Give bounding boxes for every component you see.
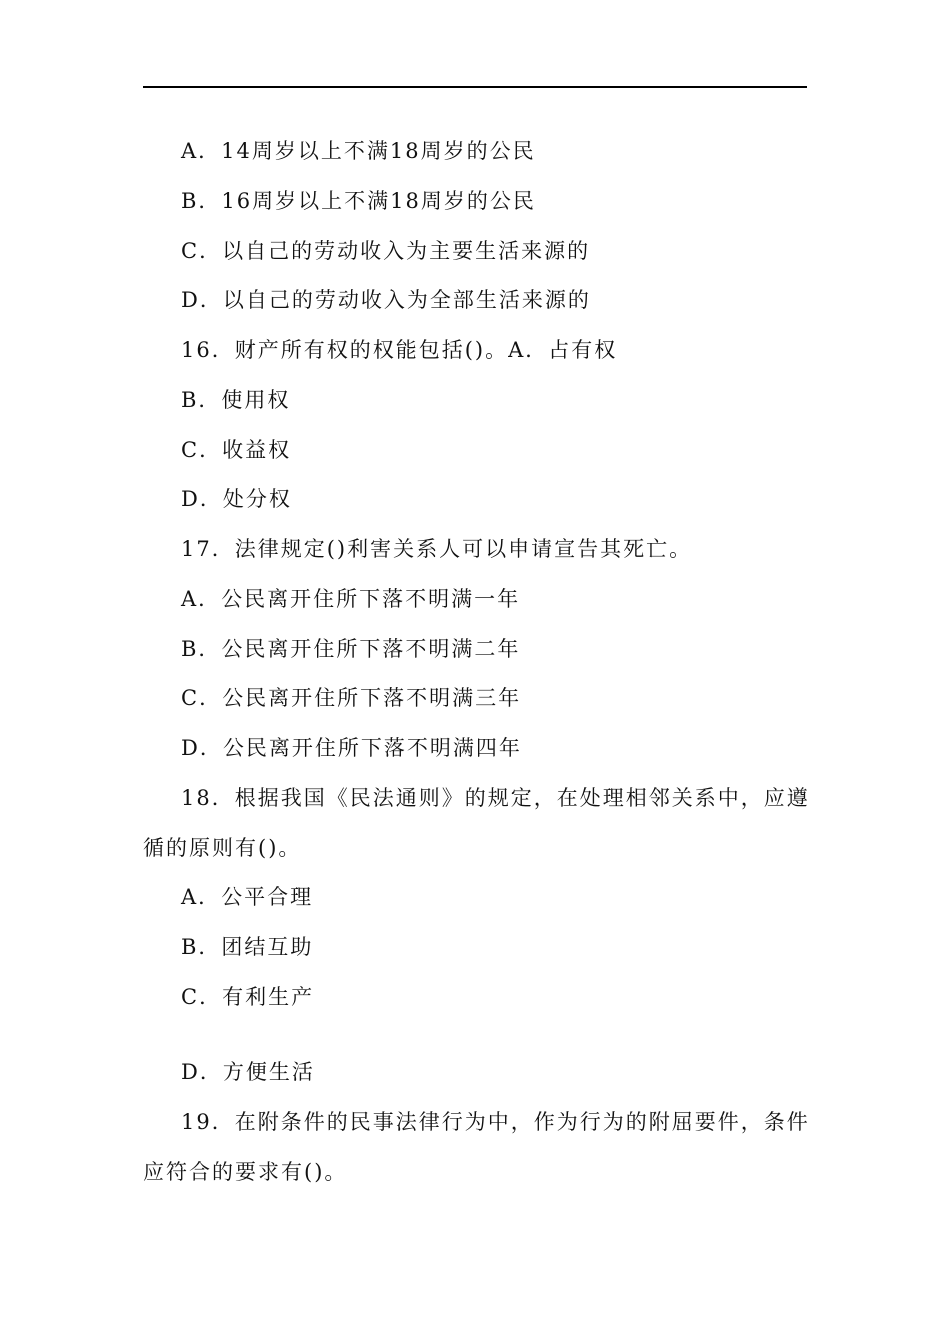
q18-option-b: B．团结互助 bbox=[181, 935, 314, 959]
q18-option-d: D．方便生活 bbox=[181, 1060, 315, 1084]
question-16: 16．财产所有权的权能包括()。A．占有权 bbox=[181, 338, 618, 362]
q17-option-d: D．公民离开住所下落不明满四年 bbox=[181, 736, 522, 760]
q17-option-a: A．公民离开住所下落不明满一年 bbox=[181, 587, 521, 611]
q16-option-b: B．使用权 bbox=[181, 388, 291, 412]
q18-option-c: C．有利生产 bbox=[181, 985, 315, 1009]
q16-option-d: D．处分权 bbox=[181, 487, 292, 511]
q15-option-d: D．以自己的劳动收入为全部生活来源的 bbox=[181, 288, 591, 312]
q15-option-b: B．16周岁以上不满18周岁的公民 bbox=[181, 189, 536, 213]
q16-option-c: C．收益权 bbox=[181, 438, 292, 462]
q15-option-a: A．14周岁以上不满18周岁的公民 bbox=[181, 139, 536, 163]
question-18: 18．根据我国《民法通则》的规定，在处理相邻关系中，应遵 bbox=[181, 786, 810, 810]
q18-option-a: A．公平合理 bbox=[181, 885, 314, 909]
question-17: 17．法律规定()利害关系人可以申请宣告其死亡。 bbox=[181, 537, 693, 561]
question-18-continued: 循的原则有()。 bbox=[143, 836, 302, 860]
q17-option-b: B．公民离开住所下落不明满二年 bbox=[181, 637, 521, 661]
q17-option-c: C．公民离开住所下落不明满三年 bbox=[181, 686, 522, 710]
header-rule bbox=[143, 86, 807, 88]
question-19: 19．在附条件的民事法律行为中，作为行为的附屈要件，条件 bbox=[181, 1110, 810, 1134]
q15-option-c: C．以自己的劳动收入为主要生活来源的 bbox=[181, 239, 591, 263]
question-19-continued: 应符合的要求有()。 bbox=[143, 1160, 348, 1184]
